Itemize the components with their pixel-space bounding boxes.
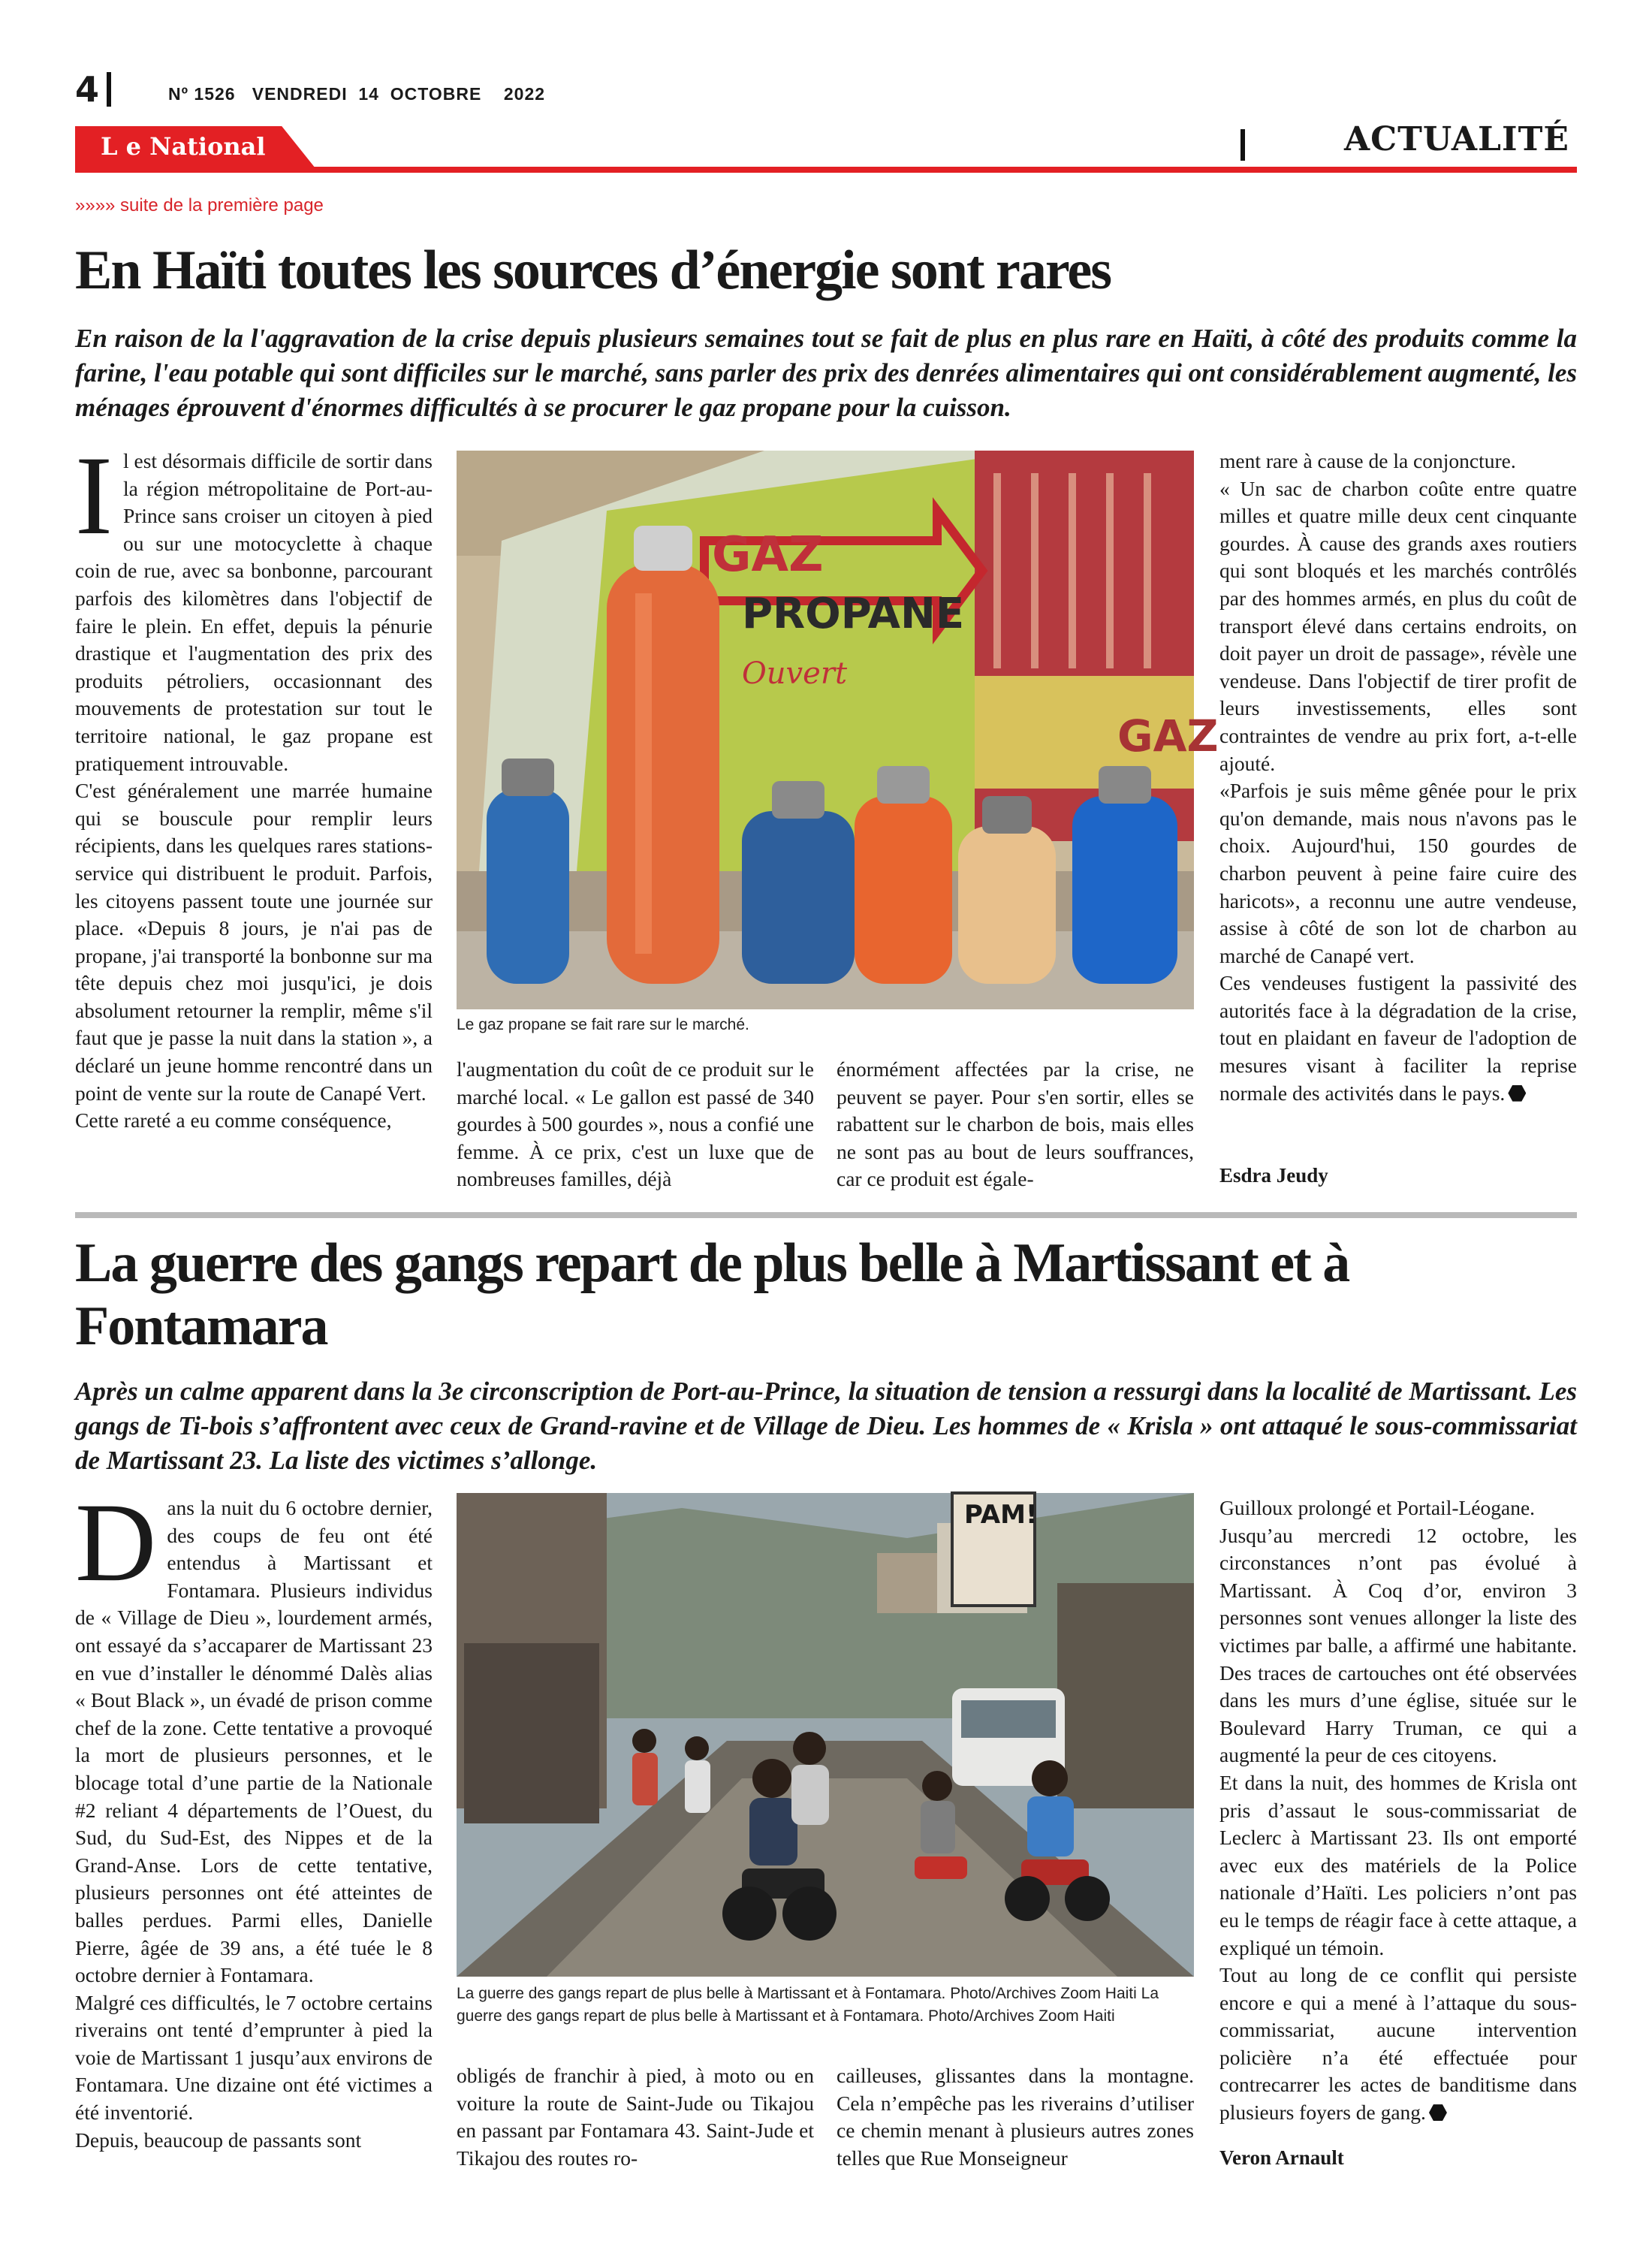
header-rule <box>75 167 1577 173</box>
article2-col4-para-3: Et dans la nuit, des hommes de Krisla ont pris d’assaut le sous-commissariat de Leclerc à Martissant 23. Ils ont emporté avec eux des matériels de la Police nationale d’Haïti. Les policiers n’ont pas eu le temps de réagir face à cette attaque, a expliqué un témoin. <box>1219 1770 1577 1959</box>
article1-standfirst: En raison de la l'aggravation de la crise depuis plusieurs semaines tout se fait de plus en plus rare en Haïti, à côté des produits comme la farine, l'eau potable qui sont difficiles sur le marché, sans parler des prix des denrées alimentaires qui ont considérablement augmenté, les ménages éprouvent d'énormes difficultés à se procurer le gaz propane pour la cuisson. <box>75 324 1577 422</box>
article2-col4-para-4 <box>1219 1962 1577 2127</box>
gas-cylinders-illustration <box>457 451 1219 1009</box>
article1-col1-para-1: l est désormais difficile de sortir dans la région métropolitaine de Port-au-Prince sans croiser un citoyen à pied ou sur une motocyclette à chaque coin de rue, avec sa bonbonne, parcourant parfois des kilomètres dans l'objectif de faire le plein. En effet, depuis la pénurie drastique et l'augmentation des prix des produits pétroliers, occasionnant des mouvements de protestation sur tout le territoire national, le gaz propane est pratiquement introuvable. <box>75 449 433 775</box>
article1-col1-para-3: Cette rareté a eu comme conséquence, <box>75 1108 392 1133</box>
article2-photo-street-scene <box>457 1493 1194 1977</box>
article1-col4-para-4 <box>1219 970 1577 1107</box>
article1-col4-para-1: ment rare à cause de la conjoncture. <box>1219 449 1516 472</box>
article1-photo-caption: Le gaz propane se fait rare sur le marché. <box>457 1016 749 1033</box>
issue-date-line: Nº 1526 VENDREDI 14 OCTOBRE 2022 <box>168 84 546 104</box>
article2-col1-para-2: Malgré ces difficultés, le 7 octobre certains riverains ont tenté d’emprunter à pied la voie de Martissant 1 jusqu’aux environs de Fontamara. Une dizaine ont été victimes a été inventorié. <box>75 1990 433 2125</box>
street-scene-illustration <box>457 1493 1194 1977</box>
article1-column-2 <box>457 1056 814 1193</box>
end-of-article-icon <box>1508 1085 1526 1102</box>
end-of-article-icon <box>1429 2104 1447 2121</box>
photo2-billboard-text: PAM! <box>964 1500 1038 1530</box>
article2-col2-para: obligés de franchir à pied, à moto ou en voiture la route de Saint-Jude ou Tikajou en passant par Fontamara 43. Saint-Jude et Tikajou des routes ro- <box>457 2064 814 2170</box>
photo1-sign-gaz: GAZ <box>712 527 824 583</box>
article-separator-rule <box>75 1212 1577 1218</box>
article1-column-1 <box>75 433 433 1135</box>
article1-photo-gas-cylinders <box>457 451 1219 1009</box>
article2-column-3 <box>837 2062 1194 2172</box>
article1-col4-para-2: « Un sac de charbon coûte entre quatre milles et quatre mille deux cent cinquante gourdes. À cause des grands axes routiers qui sont bloqués et les marchés contrôlés par des hommes armés, en plus du coût de transport élevé dans certains endroits, on doit payer un droit de passage», révèle une vendeuse. Dans l'objectif de tirer profit de leurs investissements, elles sont contraintes de vendre au prix fort, a-t-elle ajouté. <box>1219 476 1577 775</box>
article2-column-2 <box>457 2062 814 2172</box>
article1-col4-para-3: «Parfois je suis même gênée pour le prix qu'on demande, mais nous n'avons pas le choix. Aujourd'hui, 150 gourdes de charbon peuvent à peine faire cuire des haricots», a reconnu une autre vendeuse, assise à côté de son lot de charbon au marché de Canapé vert. <box>1219 779 1577 967</box>
article1-byline: Esdra Jeudy <box>1219 1164 1328 1187</box>
photo1-sign-ouvert: Ouvert <box>742 656 848 691</box>
article1-headline: En Haïti toutes les sources d’énergie sont rares <box>75 240 1111 301</box>
article2-col4-para-4-text: Tout au long de ce conflit qui persiste encore e qui a mené à l’attaque du sous-commissariat, aucune intervention policière n’a été effectuée pour contrecarrer les actes de banditisme dans plusieurs foyers de gang. <box>1219 1963 1577 2125</box>
article2-photo-caption: La guerre des gangs repart de plus belle à Martissant et à Fontamara. Photo/Archives Zoom Haiti La guerre des gangs repart de plus belle à Martissant et à Fontamara. Photo/Archives Zoom Haiti <box>457 1985 1159 2025</box>
article2-dropcap: D <box>75 1480 157 1605</box>
section-divider <box>1241 129 1245 161</box>
article2-headline: La guerre des gangs repart de plus belle à Martissant et à Fontamara <box>75 1232 1349 1357</box>
article1-column-3 <box>837 1056 1194 1193</box>
article1-col1-para-2: C'est généralement une marrée humaine qui se bouscule pour remplir leurs récipients, dans les quelques rares stations-service qui distribuent le produit. Parfois, les citoyens passent toute une journée sur place. «Depuis 8 jours, je n'ai pas de propane, j'ai transporté la bonbonne sur ma tête depuis chez moi jusqu'ici, je dois absolument retourner la remplir, même s'il faut que je passe la nuit dans la station », a déclaré un jeune homme rencontré dans un point de vente sur la route de Canapé Vert. <box>75 779 433 1105</box>
continued-from-front-link[interactable]: »»»» suite de la première page <box>75 195 324 216</box>
article2-col4-para-1: Guilloux prolongé et Portail-Léogane. <box>1219 1496 1536 1519</box>
article2-column-4 <box>1219 1494 1577 2127</box>
article2-col4-para-2: Jusqu’au mercredi 12 octobre, les circonstances n’ont pas évolué à Martissant. À Coq d’or, environ 3 personnes sont venues allonger la liste des victimes par balle, a affirmé une habitante. Des traces de cartouches ont été observées dans les murs d’une église, située sur le Boulevard Harry Truman, ce qui a augmenté la peur de ces citoyens. <box>1219 1523 1577 1767</box>
article2-col3-para: cailleuses, glissantes dans la montagne. Cela n’empêche pas les riverains d’utiliser ce chemin menant à plusieurs autres zones telles que Rue Monseigneur <box>837 2064 1194 2170</box>
page-number-divider <box>107 72 111 107</box>
brand-label: L e National <box>101 132 266 161</box>
article1-column-4 <box>1219 448 1577 1107</box>
article1-dropcap: I <box>75 433 113 558</box>
brand-tag <box>75 126 315 168</box>
article2-standfirst: Après un calme apparent dans la 3e circonscription de Port-au-Prince, la situation de tension a ressurgi dans la localité de Martissant. Les gangs de Ti-bois s’affrontent avec ceux de Grand-ravine et de Village de Dieu. Les hommes de « Krisla » ont attaqué le sous-commissariat de Martissant 23. La liste des victimes s’allonge. <box>75 1377 1578 1475</box>
article1-col4-para-4-text: Ces vendeuses fustigent la passivité des autorités face à la dégradation de la crise, tout en plaidant en faveur de l'adoption de mesures visant à faciliter la reprise normale des activités dans le pays. <box>1219 971 1577 1105</box>
article1-col2-para: l'augmentation du coût de ce produit sur le marché local. « Le gallon est passé de 340 gourdes à 500 gourdes », nous a confié une femme. À ce prix, c'est un luxe que de nombreuses familles, déjà <box>457 1057 814 1191</box>
photo1-sign-propane: PROPANE <box>742 590 965 638</box>
article2-byline: Veron Arnault <box>1219 2146 1344 2169</box>
article2-col1-para-1: ans la nuit du 6 octobre dernier, des coups de feu ont été entendus à Martissant et Fontamara. Plusieurs individus de « Village de Dieu », lourdement armés, ont essayé da s’accaparer de Martissant 23 en vue d’installer le dénommé Dalès alias « Bout Black », un évadé de prison comme chef de la zone. Cette tentative a provoqué la mort de plusieurs personnes, et le blocage total d’une partie de la Nationale #2 reliant 4 départements de l’Ouest, du Sud, du Sud-Est, des Nippes et de la Grand-Anse. Lors de cette tentative, plusieurs personnes ont été atteintes de balles perdues. Parmi elles, Danielle Pierre, âgée de 39 ans, a été tuée le 8 octobre dernier à Fontamara. <box>75 1496 433 1987</box>
page-number: 4 <box>75 69 100 110</box>
article1-col3-para: énormément affectées par la crise, ne peuvent se payer. Pour s'en sortir, elles se rabattent sur le charbon de bois, mais elles ne sont pas au bout de leurs souffrances, car ce produit est égale- <box>837 1057 1194 1191</box>
section-label: ACTUALITÉ <box>1344 120 1569 158</box>
photo1-sign-gaz-right: GAZ <box>1117 710 1219 762</box>
article2-col1-para-3: Depuis, beaucoup de passants sont <box>75 2128 362 2152</box>
article2-column-1 <box>75 1480 433 2154</box>
